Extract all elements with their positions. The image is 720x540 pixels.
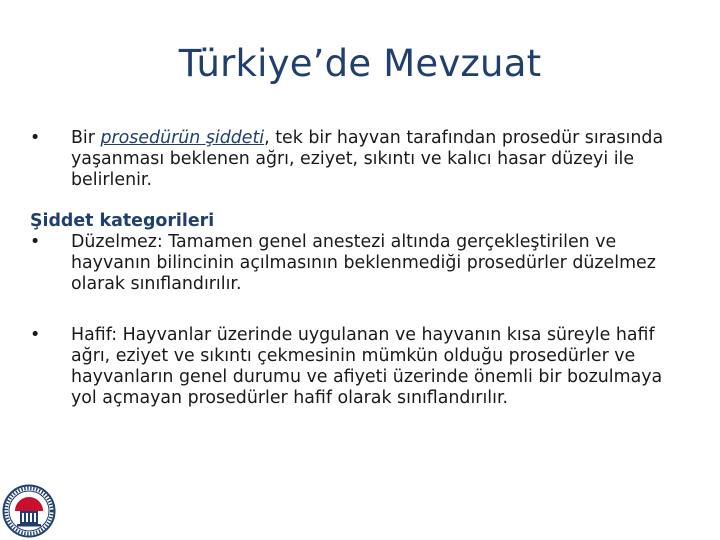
university-seal-icon: [2, 484, 56, 538]
intro-bullet: [30, 128, 690, 191]
list-item-text: Düzelmez: Tamamen genel anestezi altında gerçekleştirilen ve hayvanın bilincinin açılmasının beklenmediği prosedürler düzelmez olarak sınıflandırılır.: [71, 232, 656, 294]
intro-text-post: , tek bir hayvan tarafından prosedür sırasında yaşanması beklenen ağrı, eziyet, sıkıntı ve kalıcı hasar düzeyi ile belirlenir.: [71, 128, 664, 190]
list-item-text: Hafif: Hayvanlar üzerinde uygulanan ve hayvanın kısa süreyle hafif ağrı, eziyet ve sıkıntı çekmesinin mümkün olduğu prosedürler ve hayvanların genel durumu ve afiyeti üzerinde önemli bir bozulmaya yol açmayan prosedürler hafif olarak sınıflandırılır.: [71, 325, 663, 408]
slide-content: [30, 128, 690, 409]
bullet-marker: •: [30, 325, 41, 345]
list-item: [30, 232, 690, 295]
slide-title: Türkiye’de Mevzuat: [178, 42, 542, 85]
intro-highlight: prosedürün şiddeti: [100, 128, 265, 148]
intro-text-pre: Bir: [71, 128, 101, 148]
bullet-marker: •: [30, 128, 41, 148]
bullet-marker: •: [30, 232, 41, 252]
section-heading: Şiddet kategorileri: [30, 211, 215, 231]
list-item: [30, 325, 690, 409]
